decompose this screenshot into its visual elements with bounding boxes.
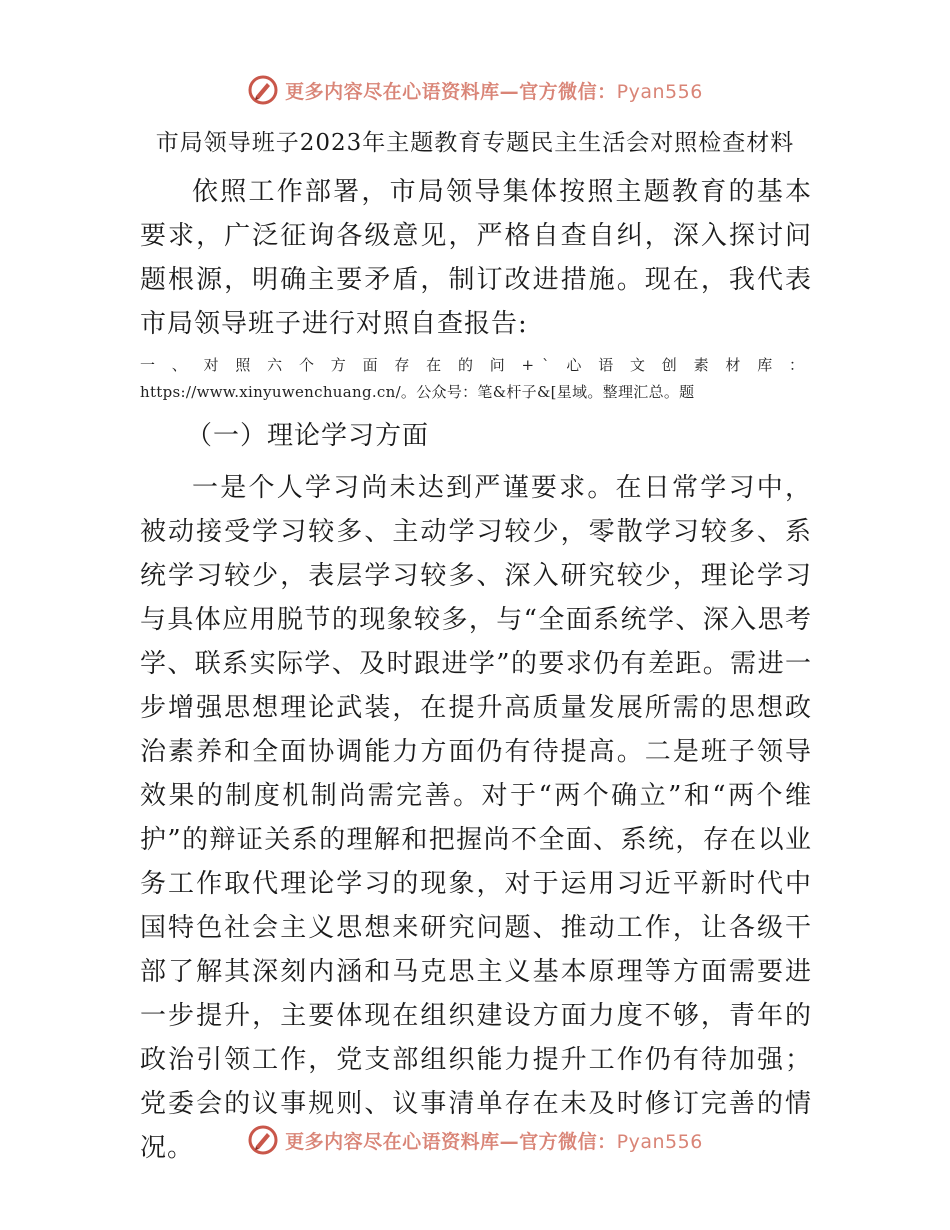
source-note: [140, 352, 812, 406]
intro-paragraph: 依照工作部署，市局领导集体按照主题教育的基本要求，广泛征询各级意见，严格自查自纠，深入探讨问题根源，明确主要矛盾，制订改进措施。现在，我代表市局领导班子进行对照自查报告:: [140, 177, 812, 339]
body-paragraph: 一是个人学习尚未达到严谨要求。在日常学习中，被动接受学习较多、主动学习较少，零散学习较多、系统学习较少，表层学习较多、深入研究较少，理论学习与具体应用脱节的现象较多，与“全面系统学、深入思考学、联系实际学、及时跟进学”的要求仍有差距。需进一步增强思想理论武装，在提升高质量发展所需的思想政治素养和全面协调能力方面仍有待提高。二是班子领导效果的制度机制尚需完善。对于“两个确立”和“两个维护”的辩证关系的理解和把握尚不全面、系统，存在以业务工作取代理论学习的现象，对于运用习近平新时代中国特色社会主义思想来研究问题、推动工作，让各级干部了解其深刻内涵和马克思主义基本原理等方面需要进一步提升，主要体现在组织建设方面力度不够，青年的政治引领工作，党支部组织能力提升工作仍有待加强；党委会的议事规则、议事清单存在未及时修订完善的情况。: [140, 473, 812, 1163]
watermark-banner-top: [0, 70, 950, 110]
document-title: 市局领导班子2023年主题教育专题民主生活会对照检查材料: [155, 130, 795, 156]
source-note-url: https://www.xinyuwenchuang.cn/。公众号：笔&杆子&[星域。整理汇总。题: [140, 383, 695, 401]
document-body: [140, 170, 812, 1170]
watermark-wechat-id: Pyan556: [616, 80, 703, 103]
pen-seal-icon: [247, 1124, 279, 1156]
source-note-heading: 一、对照六个方面存在的问+`心语文创素材库：: [140, 356, 812, 374]
pen-seal-icon: [247, 74, 279, 106]
watermark-text: 更多内容尽在心语资料库—官方微信：Pyan556: [285, 1130, 703, 1153]
watermark-text: 更多内容尽在心语资料库—官方微信：Pyan556: [285, 80, 703, 103]
watermark-banner-bottom: [0, 1120, 950, 1160]
section-heading: （一）理论学习方面: [186, 421, 430, 451]
watermark-wechat-id: Pyan556: [616, 1130, 703, 1153]
